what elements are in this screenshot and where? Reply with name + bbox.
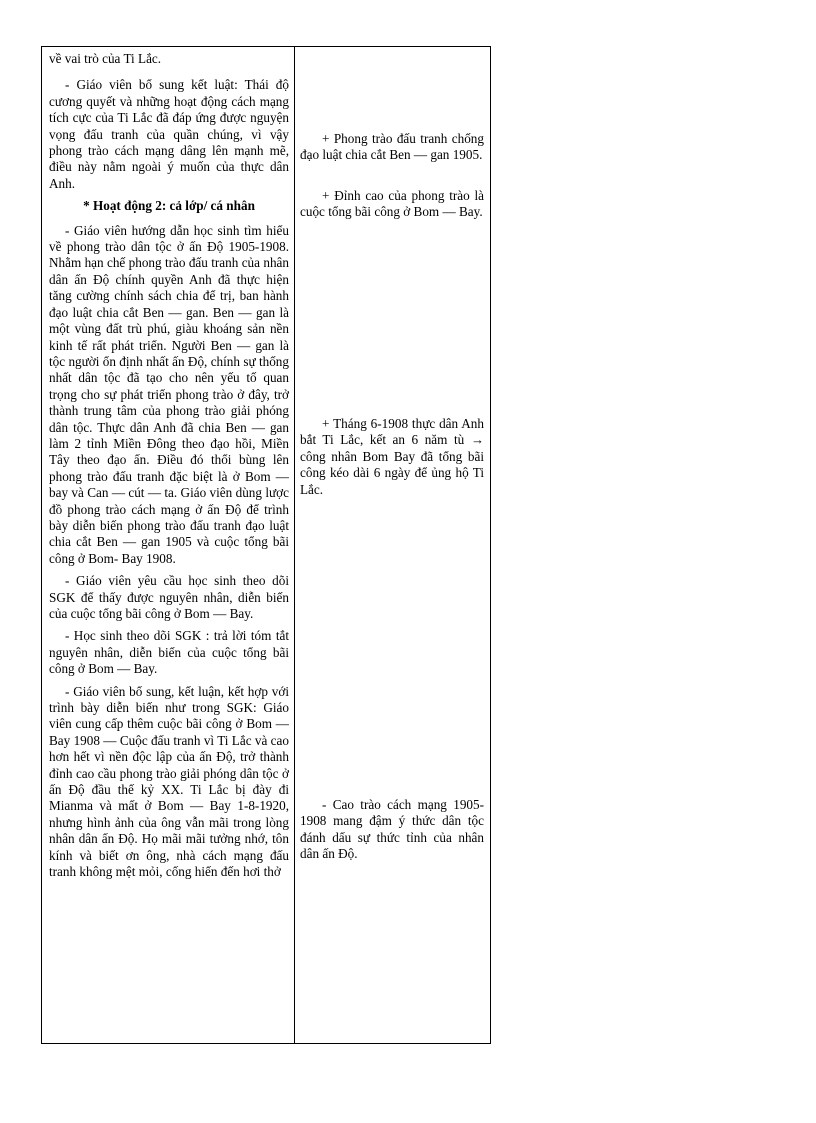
paragraph-intro: về vai trò của Ti Lắc.	[49, 51, 162, 66]
point-anti-partition: + Phong trào đấu tranh chống đạo luật chia cắt Ben — gan 1905.	[300, 131, 484, 163]
lesson-table	[41, 46, 491, 1044]
paragraph-conclusion: - Giáo viên bổ sung kết luật: Thái độ cương quyết và những hoạt động cách mạng tích cực của Ti Lắc đã đáp ứng được nguyện vọng đấu tranh của quần chúng, vì vậy phong trào cách mạng dâng lên mạnh mẽ, điều này nằm ngoài ý muốn của thực dân Anh.	[49, 77, 289, 191]
paragraph-student-answer: - Học sinh theo dõi SGK : trả lời tóm tắt nguyên nhân, diễn biến của cuộc tổng bãi công ở Bom — Bay.	[49, 628, 289, 677]
paragraph-teacher-request: - Giáo viên yêu cầu học sinh theo dõi SGK để thấy được nguyên nhân, diễn biến của cuộc tổng bãi công ở Bom — Bay.	[49, 573, 289, 621]
knowledge-column	[295, 47, 490, 1043]
point-june-1908: + Tháng 6-1908 thực dân Anh bắt Ti Lắc, kết an 6 năm tù → công nhân Bom Bay đã tổng bãi công kéo dài 6 ngày để ủng hộ Ti Lắc.	[300, 416, 484, 497]
point-revolution-significance: - Cao trào cách mạng 1905-1908 mang đậm ý thức dân tộc đánh dấu sự thức tỉnh của nhân dân ấn Độ.	[300, 797, 484, 862]
activity-heading: * Hoạt động 2: cả lớp/ cá nhân	[83, 198, 255, 214]
point-general-strike: + Đỉnh cao của phong trào là cuộc tổng bãi công ở Bom — Bay.	[300, 188, 484, 220]
teaching-activities-column	[42, 47, 295, 1043]
paragraph-teacher-guide: - Giáo viên hướng dẫn học sinh tìm hiểu về phong trào dân tộc ở ấn Độ 1905-1908. Nhằm hạn chế phong trào đấu tranh của nhân dân ấn Độ chính quyền Anh đã thực hiện tăng cường chính sách chia để trị, ban hành đạo luật chia cắt Ben — gan. Ben — gan là một vùng đất trù phú, giàu khoáng sản nền kinh tế rất phát triển. Người Ben — gan là tộc người ổn định nhất ấn Độ, chính sự thống nhất dân tộc đã tạo cho nên yếu tố quan trọng cho sự phát triển phong trào ở đây, trở thành trung tâm của phong trào giải phóng dân tộc. Thực dân Anh đã chia Ben — gan làm 2 tỉnh Miền Đông theo đạo hồi, Miền Tây theo đạo ấn. Điều đó thổi bùng lên phong trào đấu tranh đặc biệt là ở Bom — bay và Can — cút — ta. Giáo viên dùng lược đồ phong trào cách mạng ở ấn Độ để trình bày diễn biến phong trào đấu tranh đạo luật chia cắt Ben — gan 1905 và cuộc tổng bãi công ở Bom- Bay 1908.	[49, 222, 289, 566]
paragraph-teacher-summary: - Giáo viên bổ sung, kết luận, kết hợp với trình bày diễn biến như trong SGK: Giáo viên cung cấp thêm cuộc bãi công ở Bom — Bay 1908 — Cuộc đấu tranh vì Ti Lắc và cao hơn hết vì nền độc lập của ấn Độ, trở thành đỉnh cao cầu phong trào giải phóng dân tộc ở ấn Độ đầu thế kỷ XX. Ti Lắc bị đày đi Mianma và mất ở Bom — Bay 1-8-1920, nhưng hình ảnh của ông vẫn mãi trong lòng nhân dân ấn Độ. Họ mãi mãi tưởng nhớ, tôn kính và biết ơn ông, nhà cách mạng đấu tranh không mệt mỏi, cống hiến đến hơi thở	[49, 683, 289, 880]
arrow-right-icon: →	[470, 432, 484, 448]
